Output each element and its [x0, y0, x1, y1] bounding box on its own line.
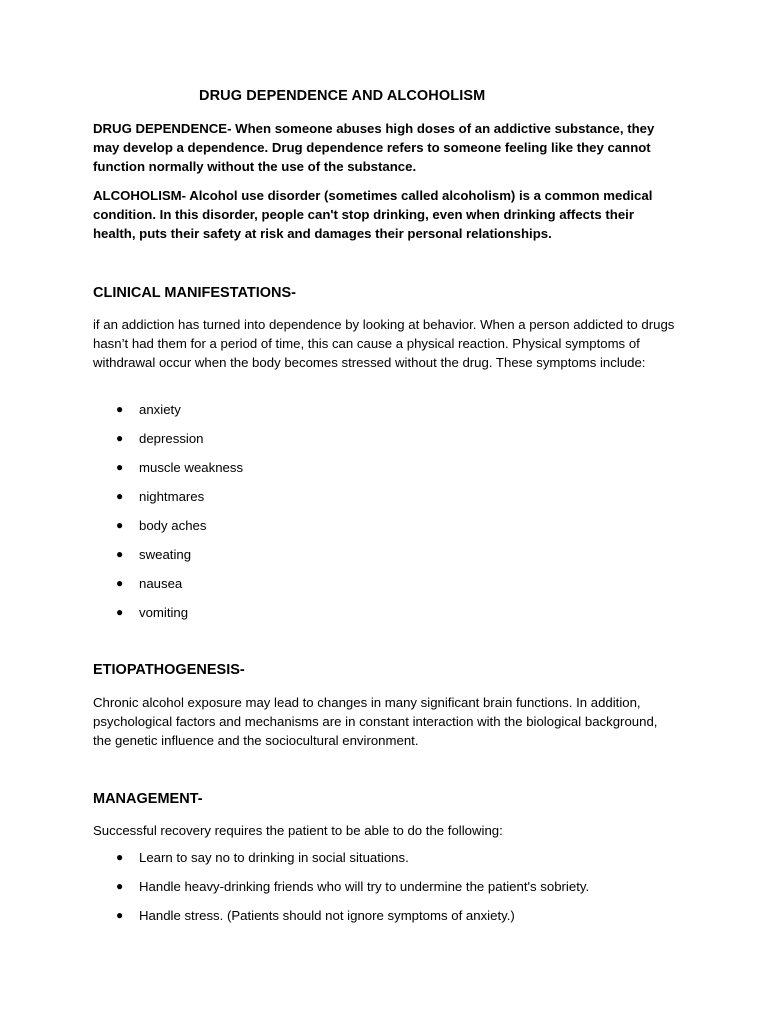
list-item-text: vomiting — [139, 605, 189, 620]
list-item — [93, 850, 589, 879]
bullet-icon: ● — [116, 908, 124, 922]
clinical-intro-paragraph: if an addiction has turned into dependence by looking at behavior. When a person addicted to drugs hasn’t had them for a period of time, this can cause a physical reaction. Physical symptoms of withdrawal occur when the body becomes stressed without the drug. These symptoms include: — [93, 317, 675, 370]
list-item — [93, 908, 589, 937]
list-item — [93, 518, 243, 547]
list-item-text: sweating — [139, 547, 192, 562]
bullet-icon: ● — [116, 402, 124, 416]
list-item — [93, 431, 243, 460]
list-item-text: Handle stress. (Patients should not ignore symptoms of anxiety.) — [139, 908, 515, 923]
bullet-icon: ● — [116, 460, 124, 474]
etiopathogenesis-heading: ETIOPATHOGENESIS- — [93, 662, 245, 678]
list-item — [93, 402, 243, 431]
bullet-icon: ● — [116, 489, 124, 503]
document-title: DRUG DEPENDENCE AND ALCOHOLISM — [199, 88, 486, 104]
list-item-text: nightmares — [139, 489, 205, 504]
clinical-manifestations-heading: CLINICAL MANIFESTATIONS- — [93, 285, 296, 301]
bullet-icon: ● — [116, 605, 124, 619]
etiopathogenesis-paragraph: Chronic alcohol exposure may lead to changes in many significant brain functions. In addition, psychological factors and mechanisms are in constant interaction with the biological background, the genetic influence and the sociocultural environment. — [93, 695, 658, 748]
bullet-icon: ● — [116, 576, 124, 590]
list-item-text: Handle heavy-drinking friends who will try to undermine the patient's sobriety. — [139, 879, 590, 894]
list-item-text: body aches — [139, 518, 207, 533]
management-heading: MANAGEMENT- — [93, 791, 203, 807]
management-list — [93, 850, 589, 937]
bullet-icon: ● — [116, 850, 124, 864]
list-item — [93, 576, 243, 605]
list-item-text: anxiety — [139, 402, 181, 417]
list-item — [93, 460, 243, 489]
list-item-text: muscle weakness — [139, 460, 244, 475]
list-item — [93, 489, 243, 518]
bullet-icon: ● — [116, 879, 124, 893]
symptoms-list — [93, 402, 243, 634]
list-item — [93, 547, 243, 576]
list-item — [93, 605, 243, 634]
list-item-text: depression — [139, 431, 204, 446]
list-item-text: Learn to say no to drinking in social situations. — [139, 850, 409, 865]
alcoholism-paragraph: ALCOHOLISM- Alcohol use disorder (sometimes called alcoholism) is a common medical condition. In this disorder, people can't stop drinking, even when drinking affects their health, puts their safety at risk and damages their personal relationships. — [93, 188, 653, 241]
drug-dependence-paragraph: DRUG DEPENDENCE- When someone abuses high doses of an addictive substance, they may develop a dependence. Drug dependence refers to someone feeling like they cannot function normally without the use of the substance. — [93, 121, 655, 174]
bullet-icon: ● — [116, 547, 124, 561]
management-intro-paragraph: Successful recovery requires the patient to be able to do the following: — [93, 823, 503, 838]
list-item-text: nausea — [139, 576, 183, 591]
list-item — [93, 879, 589, 908]
bullet-icon: ● — [116, 431, 124, 445]
bullet-icon: ● — [116, 518, 124, 532]
